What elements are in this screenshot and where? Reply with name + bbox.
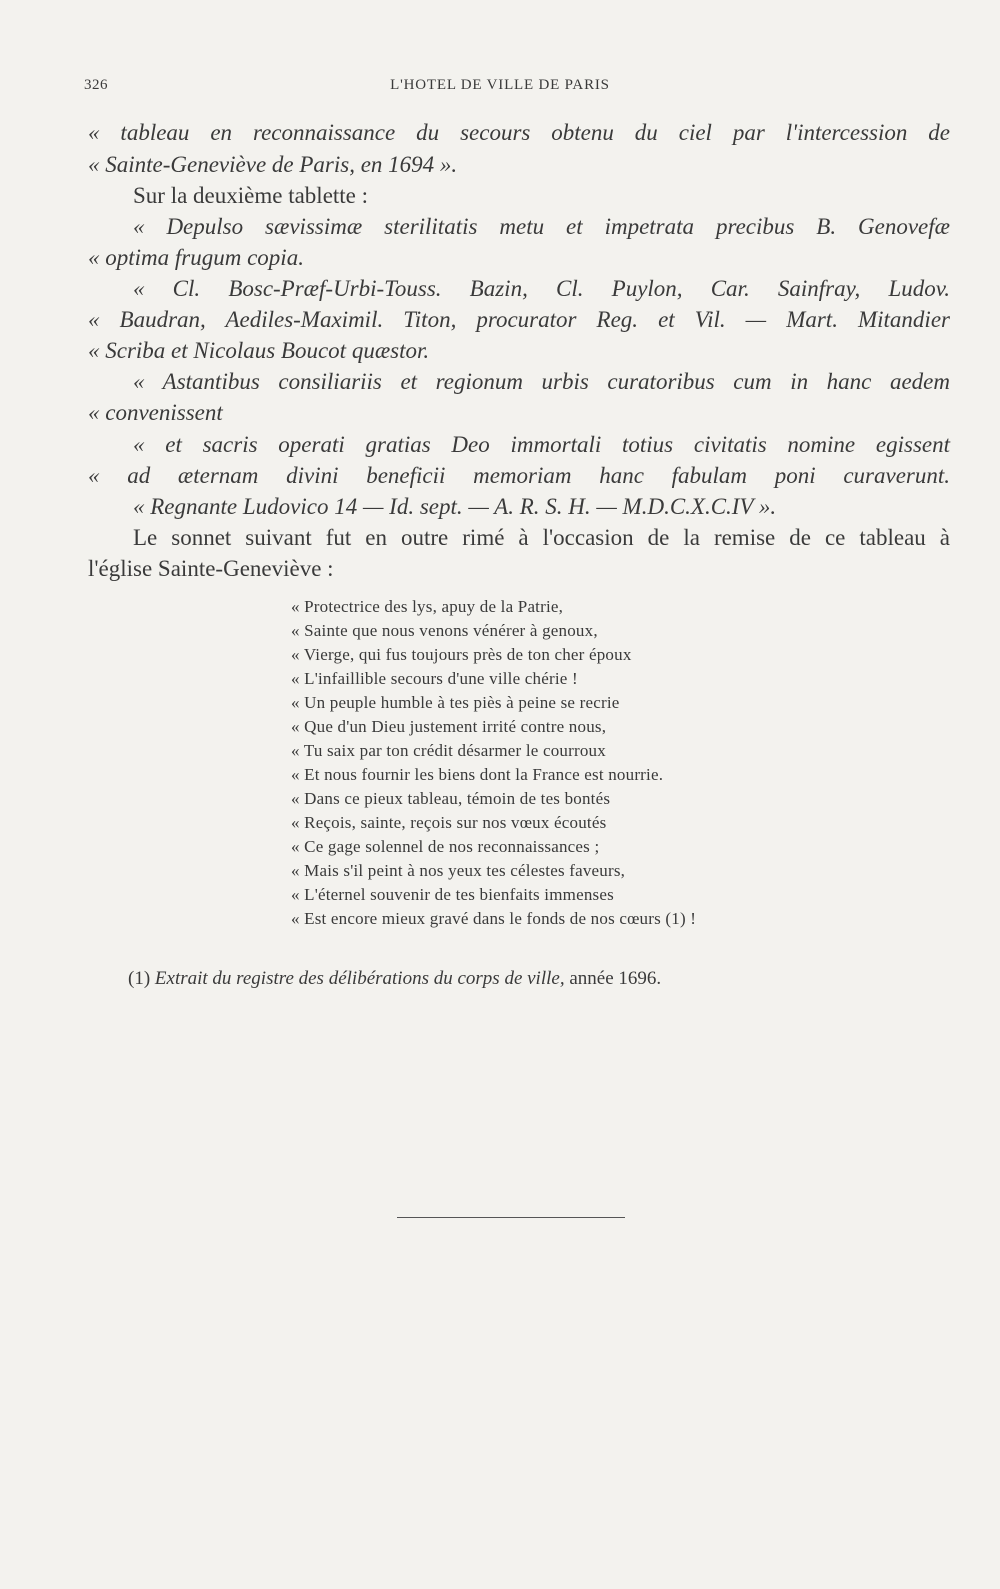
body-line: « et sacris operati gratias Deo immortali totius civitatis nomine egissent <box>133 432 950 457</box>
sonnet-line: « Sainte que nous venons vénérer à genoux, <box>291 621 598 640</box>
body-line: « Baudran, Aediles-Maximil. Titon, procurator Reg. et Vil. — Mart. Mitandier <box>88 307 950 332</box>
body-line: « Cl. Bosc-Præf-Urbi-Touss. Bazin, Cl. Puylon, Car. Sainfray, Ludov. <box>133 276 950 301</box>
sonnet-line: « Dans ce pieux tableau, témoin de tes bontés <box>291 789 611 808</box>
body-line: « convenissent <box>88 400 223 425</box>
body-line: l'église Sainte-Geneviève : <box>88 556 334 581</box>
sonnet-line: « Est encore mieux gravé dans le fonds de nos cœurs (1) ! <box>291 909 697 928</box>
body-line: « Scriba et Nicolaus Boucot quæstor. <box>88 338 430 363</box>
body-line: Le sonnet suivant fut en outre rimé à l'occasion de la remise de ce tableau à <box>133 525 950 550</box>
body-line: Sur la deuxième tablette : <box>133 183 369 208</box>
sonnet-line: « Mais s'il peint à nos yeux tes célestes faveurs, <box>291 861 626 880</box>
body-line: « Astantibus consiliariis et regionum urbis curatoribus cum in hanc aedem <box>133 369 950 394</box>
sonnet-line: « L'infaillible secours d'une ville chérie ! <box>291 669 578 688</box>
footnote-marker: (1) <box>128 968 151 989</box>
body-line: « ad æternam divini beneficii memoriam hanc fabulam poni curaverunt. <box>88 463 950 488</box>
sonnet-line: « Ce gage solennel de nos reconnaissances ; <box>291 837 600 856</box>
sonnet-line: « Que d'un Dieu justement irrité contre nous, <box>291 717 607 736</box>
running-title: L'HOTEL DE VILLE DE PARIS <box>390 77 610 93</box>
footnote <box>128 968 661 990</box>
footnote-year: année 1696. <box>569 968 662 989</box>
sonnet-line: « Protectrice des lys, apuy de la Patrie, <box>291 597 564 616</box>
body-line: « Sainte-Geneviève de Paris, en 1694 ». <box>88 152 458 177</box>
body-line: « Depulso sævissimæ sterilitatis metu et impetrata precibus B. Genovefæ <box>133 214 950 239</box>
body-line: « tableau en reconnaissance du secours obtenu du ciel par l'intercession de <box>88 120 950 145</box>
page-number: 326 <box>84 77 108 93</box>
sonnet-line: « L'éternel souvenir de tes bienfaits immenses <box>291 885 614 904</box>
sonnet-line: « Tu saix par ton crédit désarmer le courroux <box>291 741 606 760</box>
end-rule <box>397 1217 625 1218</box>
sonnet-line: « Vierge, qui fus toujours près de ton cher époux <box>291 645 632 664</box>
sonnet-line: « Et nous fournir les biens dont la France est nourrie. <box>291 765 664 784</box>
sonnet-line: « Un peuple humble à tes piès à peine se recrie <box>291 693 620 712</box>
body-line: « Regnante Ludovico 14 — Id. sept. — A. R. S. H. — M.D.C.X.C.IV ». <box>133 494 777 519</box>
footnote-source: Extrait du registre des délibérations du corps de ville, <box>154 968 565 989</box>
sonnet-line: « Reçois, sainte, reçois sur nos vœux écoutés <box>291 813 607 832</box>
body-line: « optima frugum copia. <box>88 245 304 270</box>
